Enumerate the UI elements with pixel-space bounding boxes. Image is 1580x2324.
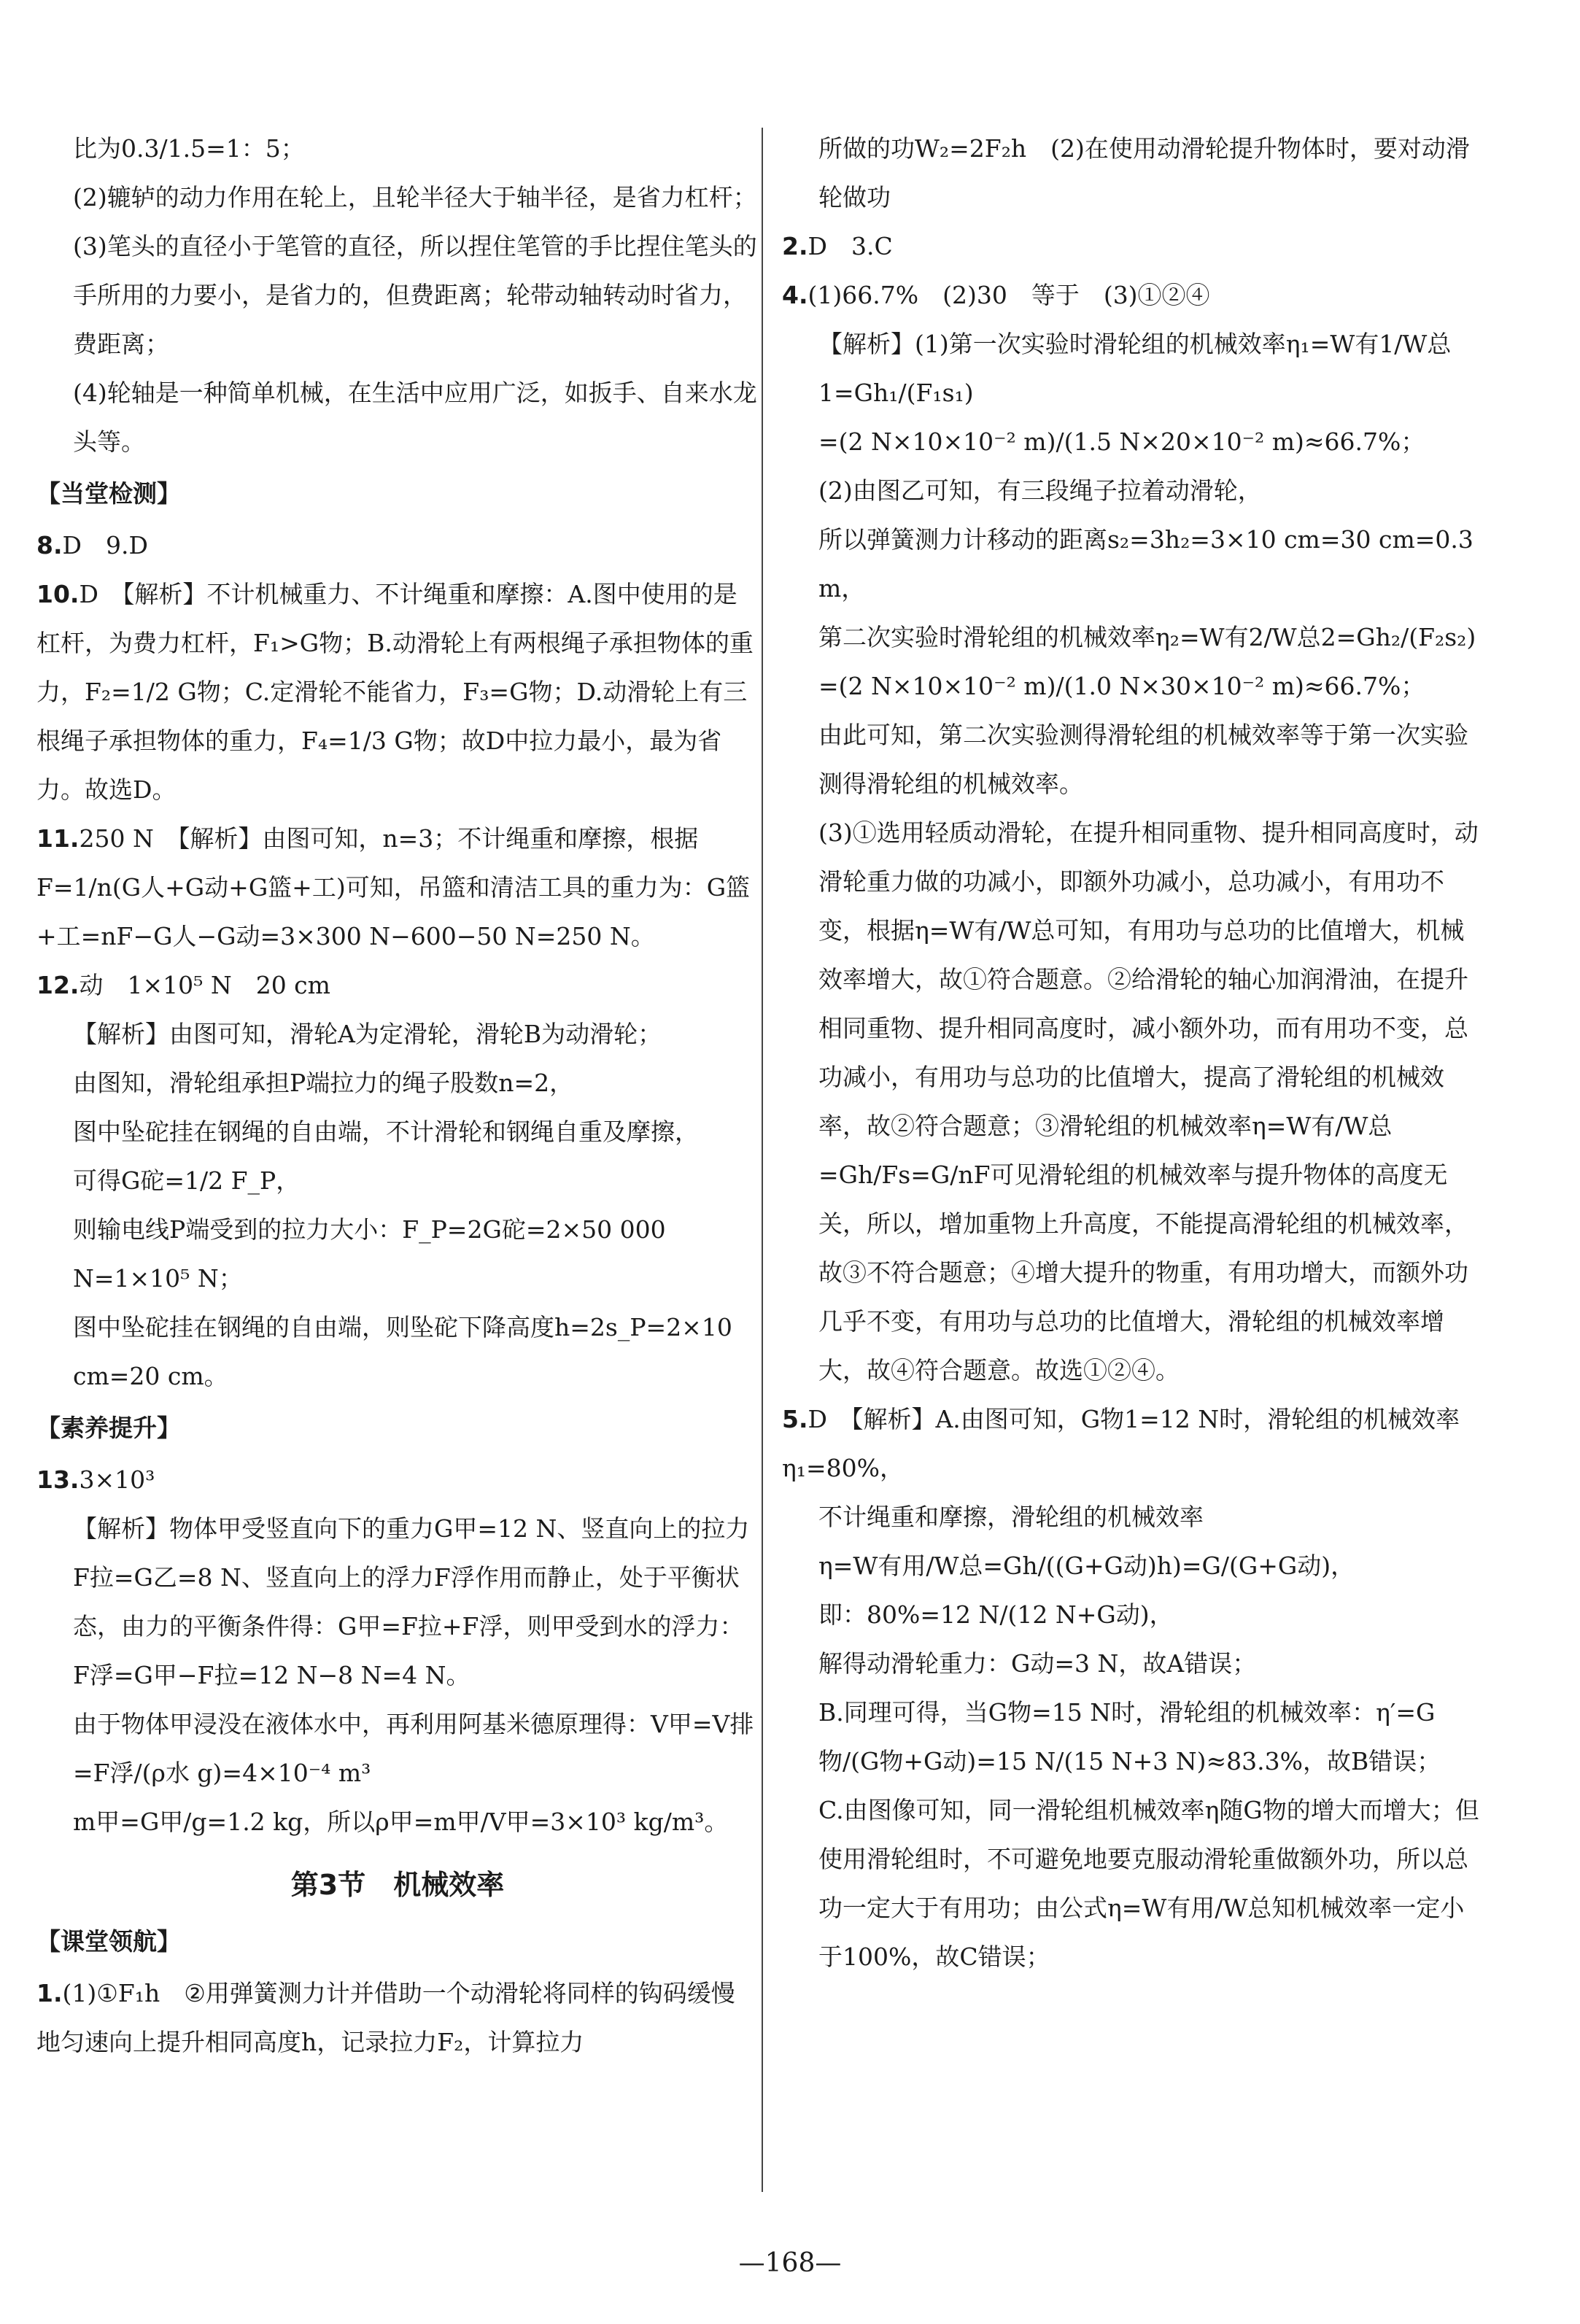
paragraph: 不计绳重和摩擦，滑轮组的机械效率 xyxy=(818,1503,1204,1531)
answer-item xyxy=(36,1969,759,2067)
paragraph: 解得动滑轮重力：G动=3 N，故A错误； xyxy=(818,1649,1257,1678)
item-number: 5. xyxy=(782,1405,808,1433)
paragraph: (4)轮轴是一种简单机械，在生活中应用广泛，如扳手、自来水龙头等。 xyxy=(73,379,757,456)
item-number: 1. xyxy=(36,1979,63,2007)
right-column xyxy=(782,124,1482,1981)
paragraph: 可得G砣=1/2 F_P， xyxy=(73,1166,301,1195)
item-number: 8. xyxy=(36,531,63,559)
item-text: D 9.D xyxy=(62,531,148,559)
item-text: D 【解析】不计机械重力、不计绳重和摩擦：A.图中使用的是杠杆，为费力杠杆，F₁>G物；B.动滑轮上有两根绳子承担物体的重力，F₂=1/2 G物；C.定滑轮不能省力，F₃=G物；D.动滑轮上有三根绳子承担物体的重力，F₄=1/3 G物；故D中拉力最小，最为省力。故选D。 xyxy=(36,580,754,804)
answer-item xyxy=(36,1455,759,1504)
section-heading: 【课堂领航】 xyxy=(36,1927,181,1956)
paragraph: =(2 N×10×10⁻² m)/(1.5 N×20×10⁻² m)≈66.7%； xyxy=(818,427,1425,456)
paragraph: 【解析】物体甲受竖直向下的重力G甲=12 N、竖直向上的拉力F拉=G乙=8 N、竖直向上的浮力F浮作用而静止，处于平衡状态，由力的平衡条件得：G甲=F拉+F浮，则甲受到水的浮力：F浮=G甲−F拉=12 N−8 N=4 N。 xyxy=(73,1514,750,1689)
item-text: 动 1×10⁵ N 20 cm xyxy=(79,971,330,999)
paragraph: (2)辘轳的动力作用在轮上，且轮半径大于轴半径，是省力杠杆； xyxy=(73,183,757,212)
answer-item xyxy=(782,1395,1482,1492)
item-text: (1)66.7% (2)30 等于 (3)①②④ xyxy=(808,281,1210,309)
paragraph: 所以弹簧测力计移动的距离s₂=3h₂=3×10 cm=30 cm=0.3 m， xyxy=(818,525,1473,603)
section-heading: 【素养提升】 xyxy=(36,1414,181,1442)
paragraph: 由此可知，第二次实验测得滑轮组的机械效率等于第一次实验测得滑轮组的机械效率。 xyxy=(818,721,1468,798)
page-number: —168— xyxy=(738,2248,842,2278)
paragraph: 比为0.3/1.5=1：5； xyxy=(73,134,305,163)
answer-item xyxy=(36,814,759,961)
paragraph: 【解析】(1)第一次实验时滑轮组的机械效率η₁=W有1/W总1=Gh₁/(F₁s₁) xyxy=(818,330,1452,407)
paragraph: C.由图像可知，同一滑轮组机械效率η随G物的增大而增大；但使用滑轮组时，不可避免地要克服动滑轮重做额外功，所以总功一定大于有用功；由公式η=W有用/W总知机械效率一定小于100%，故C错误； xyxy=(818,1796,1479,1971)
answer-item xyxy=(36,521,759,570)
answer-item xyxy=(782,271,1482,319)
paragraph: (3)①选用轻质动滑轮，在提升相同重物、提升相同高度时，动滑轮重力做的功减小，即额外功减小，总功减小，有用功不变，根据η=W有/W总可知，有用功与总功的比值增大，机械效率增大，故①符合题意。②给滑轮的轴心加润滑油，在提升相同重物、提升相同高度时，减小额外功，而有用功不变，总功减小，有用功与总功的比值增大，提高了滑轮组的机械效率，故②符合题意；③滑轮组的机械效率η=W有/W总=Gh/Fs=G/nF可见滑轮组的机械效率与提升物体的高度无关，所以，增加重物上升高度，不能提高滑轮组的机械效率，故③不符合题意；④增大提升的物重，有用功增大，而额外功几乎不变，有用功与总功的比值增大，滑轮组的机械效率增大，故④符合题意。故选①②④。 xyxy=(818,818,1479,1384)
answer-item xyxy=(782,222,1482,271)
item-number: 2. xyxy=(782,232,808,260)
paragraph: (2)由图乙可知，有三段绳子拉着动滑轮， xyxy=(818,476,1262,505)
chapter-title: 第3节 机械效率 xyxy=(290,1869,505,1901)
paragraph: B.同理可得，当G物=15 N时，滑轮组的机械效率：η′=G物/(G物+G动)=15 N/(15 N+3 N)≈83.3%，故B错误； xyxy=(818,1698,1441,1775)
paragraph: 由图知，滑轮组承担P端拉力的绳子股数n=2， xyxy=(73,1069,574,1097)
item-number: 12. xyxy=(36,971,80,999)
paragraph: 则输电线P端受到的拉力大小：F_P=2G砣=2×50 000 N=1×10⁵ N； xyxy=(73,1215,666,1293)
item-text: 250 N 【解析】由图可知，n=3；不计绳重和摩擦，根据F=1/n(G人+G动+G篮+工)可知，吊篮和清洁工具的重力为：G篮+工=nF−G人−G动=3×300 N−600−50 N=250 N。 xyxy=(36,824,751,950)
paragraph: 即：80%=12 N/(12 N+G动)， xyxy=(818,1600,1174,1629)
item-text: 3×10³ xyxy=(79,1465,155,1494)
item-text: D 【解析】A.由图可知，G物1=12 N时，滑轮组的机械效率η₁=80%， xyxy=(782,1405,1460,1482)
column-divider xyxy=(762,128,763,2192)
paragraph: (3)笔头的直径小于笔管的直径，所以捏住笔管的手比捏住笔头的手所用的力要小，是省力的，但费距离；轮带动轴转动时省力，费距离； xyxy=(73,232,757,358)
left-column xyxy=(36,124,759,2067)
answer-item xyxy=(36,570,759,814)
paragraph: =(2 N×10×10⁻² m)/(1.0 N×30×10⁻² m)≈66.7%； xyxy=(818,672,1425,700)
section-heading: 【当堂检测】 xyxy=(36,479,181,508)
paragraph: 第二次实验时滑轮组的机械效率η₂=W有2/W总2=Gh₂/(F₂s₂) xyxy=(818,623,1476,651)
paragraph: 图中坠砣挂在钢绳的自由端，则坠砣下降高度h=2s_P=2×10 cm=20 cm。 xyxy=(73,1313,732,1390)
paragraph: 由于物体甲浸没在液体水中，再利用阿基米德原理得：V甲=V排=F浮/(ρ水 g)=4×10⁻⁴ m³ xyxy=(73,1710,754,1787)
item-number: 4. xyxy=(782,281,808,309)
paragraph: η=W有用/W总=Gh/((G+G动)h)=G/(G+G动)， xyxy=(818,1552,1355,1580)
item-text: (1)①F₁h ②用弹簧测力计并借助一个动滑轮将同样的钩码缓慢地匀速向上提升相同高度h，记录拉力F₂，计算拉力 xyxy=(36,1979,735,2056)
item-number: 11. xyxy=(36,824,80,853)
item-number: 13. xyxy=(36,1465,80,1494)
item-number: 10. xyxy=(36,580,80,608)
paragraph: 所做的功W₂=2F₂h (2)在使用动滑轮提升物体时，要对动滑轮做功 xyxy=(818,134,1470,212)
item-text: D 3.C xyxy=(808,232,893,260)
paragraph: m甲=G甲/g=1.2 kg，所以ρ甲=m甲/V甲=3×10³ kg/m³。 xyxy=(73,1808,729,1836)
paragraph: 【解析】由图可知，滑轮A为定滑轮，滑轮B为动滑轮； xyxy=(73,1020,662,1048)
answer-item xyxy=(36,961,759,1010)
paragraph: 图中坠砣挂在钢绳的自由端，不计滑轮和钢绳自重及摩擦， xyxy=(73,1118,699,1146)
